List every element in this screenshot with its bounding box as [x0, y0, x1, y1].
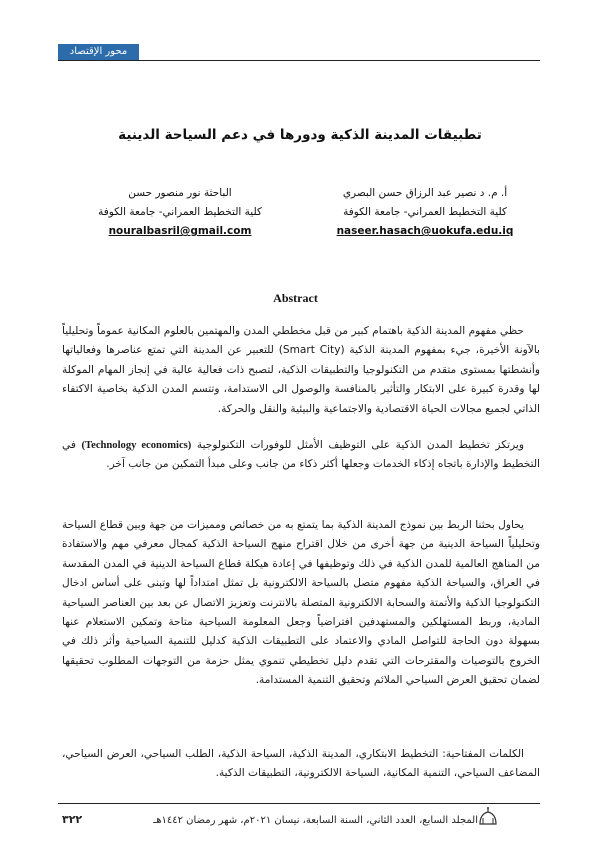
- abstract-paragraph-2: [62, 436, 540, 475]
- page-number: ٣٢٢: [62, 813, 83, 826]
- author-name: أ. م. د نصير عبد الرزاق حسن البصري: [342, 187, 508, 199]
- author-email[interactable]: naseer.hasach@uokufa.edu.iq: [336, 225, 514, 237]
- footer-rule: [58, 803, 540, 804]
- author-affiliation: كلية التخطيط العمراني- جامعة الكوفة: [98, 206, 262, 218]
- journal-footer: المجلد السابع، العدد الثاني، السنة السابعة، نيسان ٢٠٢١م، شهر رمضان ١٤٤٢هـ: [153, 815, 478, 826]
- paragraph-text: ويرتكز تخطيط المدن الذكية على التوظيف الأمثل للوفورات التكنولوجية: [196, 439, 524, 451]
- author-block-1: [312, 184, 538, 241]
- article-title: تطبيقات المدينة الذكية ودورها في دعم السياحة الدينية: [118, 127, 482, 143]
- header-rule: [58, 60, 540, 61]
- author-affiliation: كلية التخطيط العمراني- جامعة الكوفة: [343, 206, 507, 218]
- author-email[interactable]: nouralbasril@gmail.com: [108, 225, 252, 237]
- abstract-heading: Abstract: [273, 291, 318, 305]
- paragraph-text: في التخطيط والإدارة باتجاه إذكاء الخدمات وجعلها أكثر ذكاء من جانب وعلى مبدأ التمكين من جانب آخر.: [62, 439, 540, 471]
- abstract-paragraph-3: يحاول بحثنا الربط بين نموذج المدينة الذكية بما يتمتع به من خصائص ومميزات من جهة وبين قطاع السياحة وتحليلياً السياحة الدينية من جهة أخرى من خلال اقتراح منهج السياحة الذكية كمجال معرفي مهم والاستفادة من المناهج العالمية للمدن الذكية في ذلك وتوظيفها في إعادة هيكلة قطاع السياحة الدينية في المدن المقدسة في العراق، والسياحة الذكية مفهوم متصل بالسياحة الالكترونية بل تمثل امتداداً لها وتبنى على أساس ادخال التكنولوجيا الذكية والأتمتة والسحابة الالكترونية المتصلة بالانترنت وتعزيز الاتصال عن بعد بين العناصر السياحية المادية، وربط المستهلكين والمستهدفين افتراضياً وجعل المعلومة السياحية متاحة وتمكين الاستعلام عنها بسهولة دون الحاجة للتواصل المادي والاعتماد على التطبيقات الذكية كدليل للتنمية السياحية وأثر ذلك في الخروج بالتوصيات والمقترحات التي تقدم دليل تخطيطي تنموي يمثل حزمة من التوجهات المطلوب تحقيقها لضمان تحقيق العرض السياحي الملائم وتحقيق التنمية المستدامة.: [62, 519, 540, 687]
- author-name: الباحثة نور منصور حسن: [128, 187, 232, 199]
- abstract-paragraph-1: حظي مفهوم المدينة الذكية باهتمام كبير من قبل مخططي المدن والمهتمين بالعلوم المكانية عموماً وتحليلياً بالآونة الأخيرة، جيء بمفهوم المدينة الذكية (Smart City) للتعبير عن المدينة التي تمتع عناصرها وفعالياتها وأنشطتها بمستوى متقدم من التكنولوجيا والتطبيقات الذكية، لتصبح ذات فعالية عالية في إنجاز المهام الموكلة لها وقدرة كبيرة على الابتكار والتأثير بالمنافسة والوصول الى الاستدامة، وتتسم المدن الذكية بخاصية الاكتفاء الذاتي لجميع مجالات الحياة الاقتصادية والاجتماعية والبيئية والنقل والحركة.: [62, 325, 540, 415]
- section-tag: محور الإقتصاد: [58, 44, 139, 60]
- technology-economics-term: (Technology economics): [81, 440, 192, 451]
- keywords-paragraph: الكلمات المفتاحية: التخطيط الابتكاري، المدينة الذكية، السياحة الذكية، الطلب السياحي، العرض السياحي، المضاعف السياحي، التنمية المكانية، السياحة الالكترونية، التطبيقات الذكية.: [62, 748, 540, 780]
- author-block-2: [72, 184, 288, 241]
- journal-logo-icon: [477, 806, 499, 826]
